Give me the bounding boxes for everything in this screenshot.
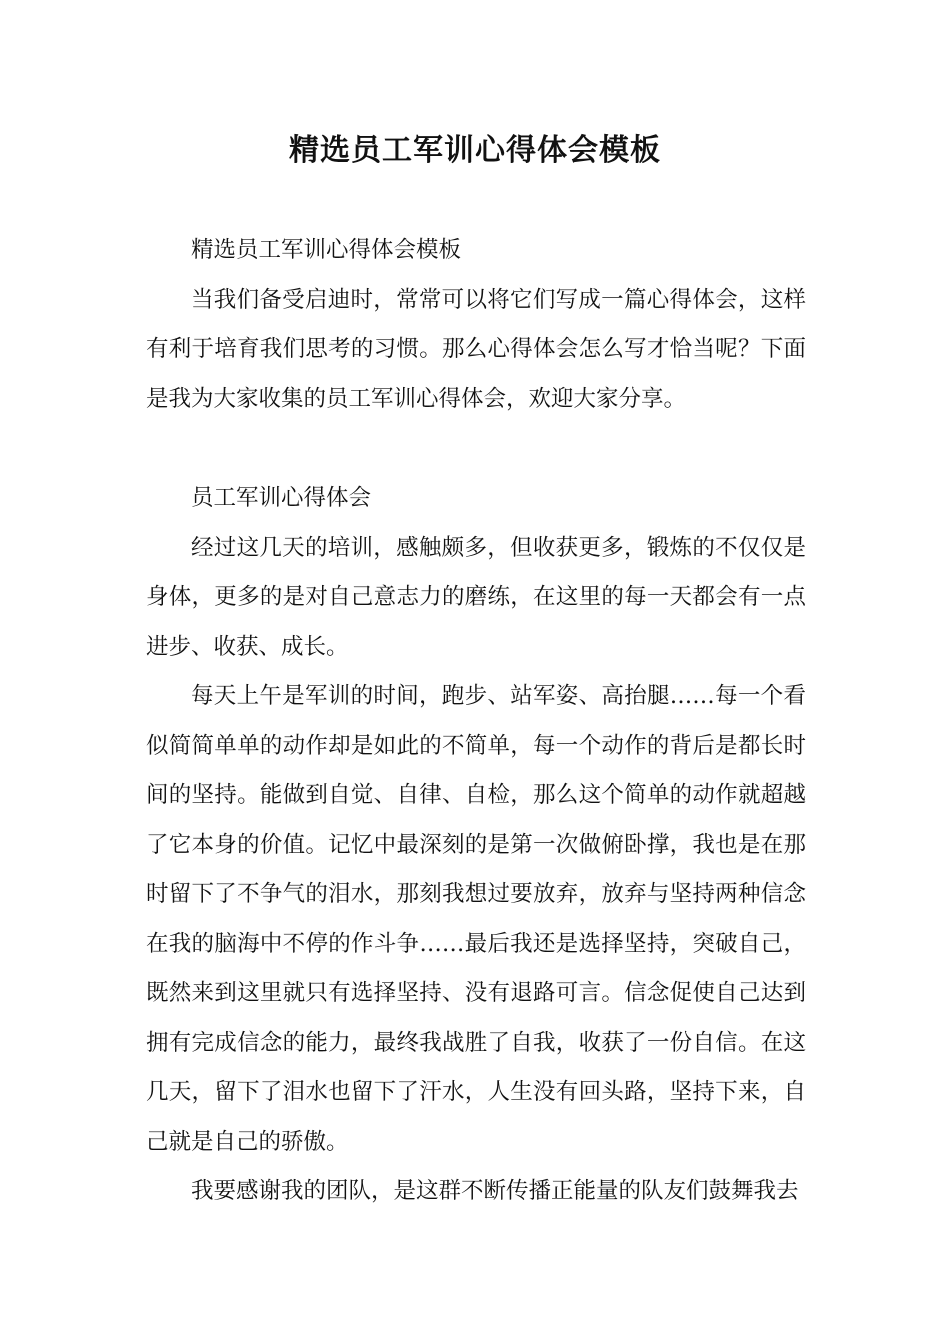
paragraph-3: 我要感谢我的团队，是这群不断传播正能量的队友们鼓舞我去 bbox=[191, 1178, 799, 1204]
paragraph-2: 每天上午是军训的时间，跑步、站军姿、高抬腿……每一个看似简简单单的动作却是如此的不简单，每一个动作的背后是都长时间的坚持。能做到自觉、自律、自检，那么这个简单的动作就超越了它本身的价值。记忆中最深刻的是第一次做俯卧撑，我也是在那时留下了不争气的泪水，那刻我想过要放弃，放弃与坚持两种信念在我的脑海中不停的作斗争……最后我还是选择坚持，突破自己，既然来到这里就只有选择坚持、没有退路可言。信念促使自己达到拥有完成信念的能力，最终我战胜了自我，收获了一份自信。在这几天，留下了泪水也留下了汗水，人生没有回头路，坚持下来，自己就是自己的骄傲。 bbox=[146, 683, 806, 1155]
paragraph-1: 经过这几天的培训，感触颇多，但收获更多，锻炼的不仅仅是身体，更多的是对自己意志力的磨练，在这里的每一天都会有一点进步、收获、成长。 bbox=[146, 534, 806, 660]
document-title: 精选员工军训心得体会模板 bbox=[289, 133, 661, 168]
intro-subtitle: 精选员工军训心得体会模板 bbox=[191, 237, 462, 263]
intro-block bbox=[146, 226, 806, 424]
section-block bbox=[146, 474, 806, 1217]
intro-paragraph: 当我们备受启迪时，常常可以将它们写成一篇心得体会，这样有利于培育我们思考的习惯。那么心得体会怎么写才恰当呢？下面是我为大家收集的员工军训心得体会，欢迎大家分享。 bbox=[146, 286, 806, 412]
section-heading: 员工军训心得体会 bbox=[191, 485, 372, 511]
